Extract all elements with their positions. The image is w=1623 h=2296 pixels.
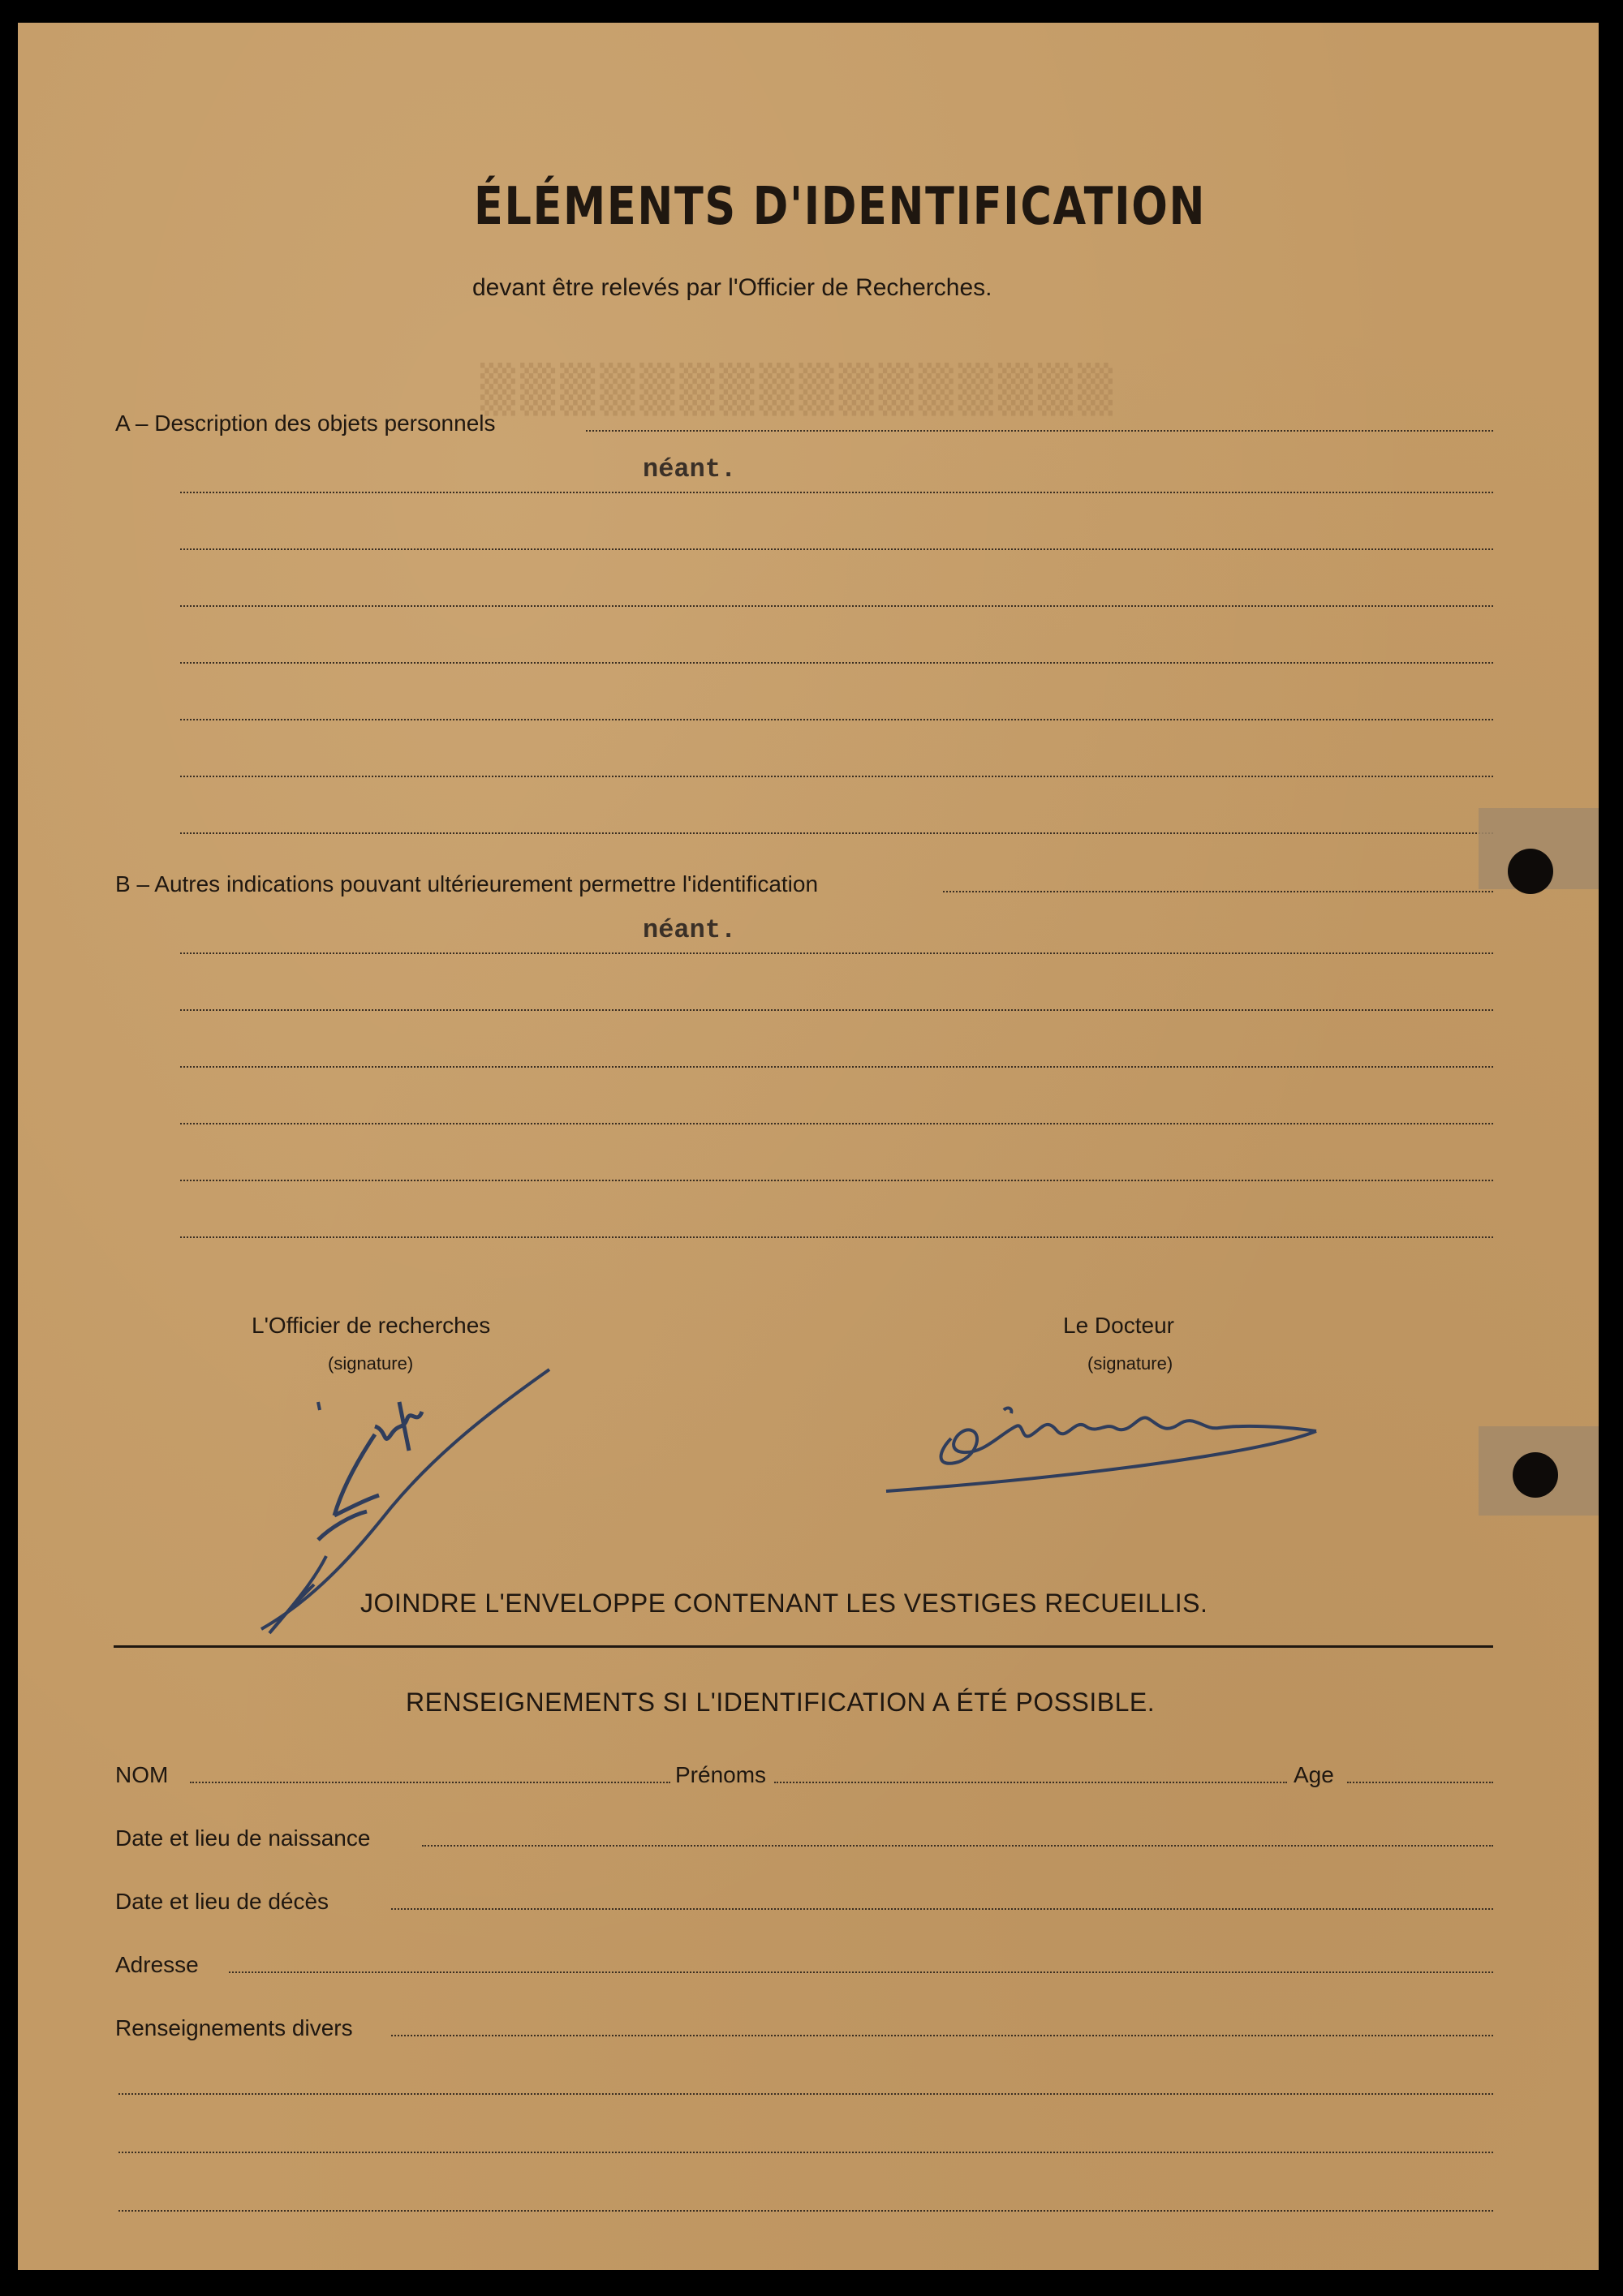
doctor-title: Le Docteur xyxy=(1063,1313,1174,1338)
doctor-signature-note: (signature) xyxy=(1087,1353,1173,1374)
misc-field-line-3 xyxy=(118,2152,1493,2153)
section-b-line-4 xyxy=(180,1066,1493,1068)
section-b-line-5 xyxy=(180,1123,1493,1124)
nom-label: NOM xyxy=(115,1762,169,1787)
misc-field-line-1 xyxy=(391,2035,1493,2036)
misc-label: Renseignements divers xyxy=(115,2015,353,2040)
officer-signature-note: (signature) xyxy=(328,1353,414,1374)
document-subtitle: devant être relevés par l'Officier de Recherches. xyxy=(472,274,992,301)
envelope-notice: JOINDRE L'ENVELOPPE CONTENANT LES VESTIGES RECUEILLIS. xyxy=(360,1589,1208,1618)
punch-hole-top xyxy=(1508,849,1553,894)
section-b-line-2 xyxy=(180,952,1493,954)
section-a-line-2 xyxy=(180,492,1493,493)
officer-title: L'Officier de recherches xyxy=(252,1313,491,1338)
misc-field-line-2 xyxy=(118,2093,1493,2095)
section-a-line-6 xyxy=(180,719,1493,720)
section-divider xyxy=(114,1645,1493,1648)
info-section-title: RENSEIGNEMENTS SI L'IDENTIFICATION A ÉTÉ POSSIBLE. xyxy=(406,1688,1156,1717)
age-label: Age xyxy=(1294,1762,1334,1787)
birth-field xyxy=(422,1845,1493,1847)
misc-field-line-4 xyxy=(118,2210,1493,2212)
prenoms-field xyxy=(774,1782,1287,1783)
bleed-through-text: ▒▒▒▒▒▒▒▒▒▒▒▒▒▒▒▒ xyxy=(480,363,1118,416)
prenoms-label: Prénoms xyxy=(675,1762,767,1787)
age-field xyxy=(1347,1782,1493,1783)
section-b-line-1 xyxy=(943,891,1493,892)
section-a-value: néant. xyxy=(643,454,737,484)
section-a-line-8 xyxy=(180,832,1493,834)
section-a-line-3 xyxy=(180,548,1493,550)
section-b-value: néant. xyxy=(643,915,737,945)
section-b-line-7 xyxy=(180,1236,1493,1238)
document-sheet xyxy=(18,23,1599,2270)
section-a-line-4 xyxy=(180,605,1493,607)
address-label: Adresse xyxy=(115,1952,199,1977)
section-a-line-7 xyxy=(180,776,1493,777)
death-field xyxy=(391,1908,1493,1910)
section-b-label: B – Autres indications pouvant ultérieurement permettre l'identification xyxy=(115,871,819,896)
nom-field xyxy=(190,1782,670,1783)
section-b-line-6 xyxy=(180,1180,1493,1181)
section-a-line-5 xyxy=(180,662,1493,664)
section-a-label: A – Description des objets personnels xyxy=(115,411,496,436)
address-field xyxy=(229,1971,1493,1973)
punch-hole-bottom xyxy=(1513,1452,1558,1498)
document-title: ÉLÉMENTS D'IDENTIFICATION xyxy=(474,177,1207,237)
section-b-line-3 xyxy=(180,1009,1493,1011)
death-label: Date et lieu de décès xyxy=(115,1889,329,1914)
doctor-signature xyxy=(862,1361,1381,1507)
birth-label: Date et lieu de naissance xyxy=(115,1825,371,1851)
section-a-line-1 xyxy=(586,430,1493,432)
